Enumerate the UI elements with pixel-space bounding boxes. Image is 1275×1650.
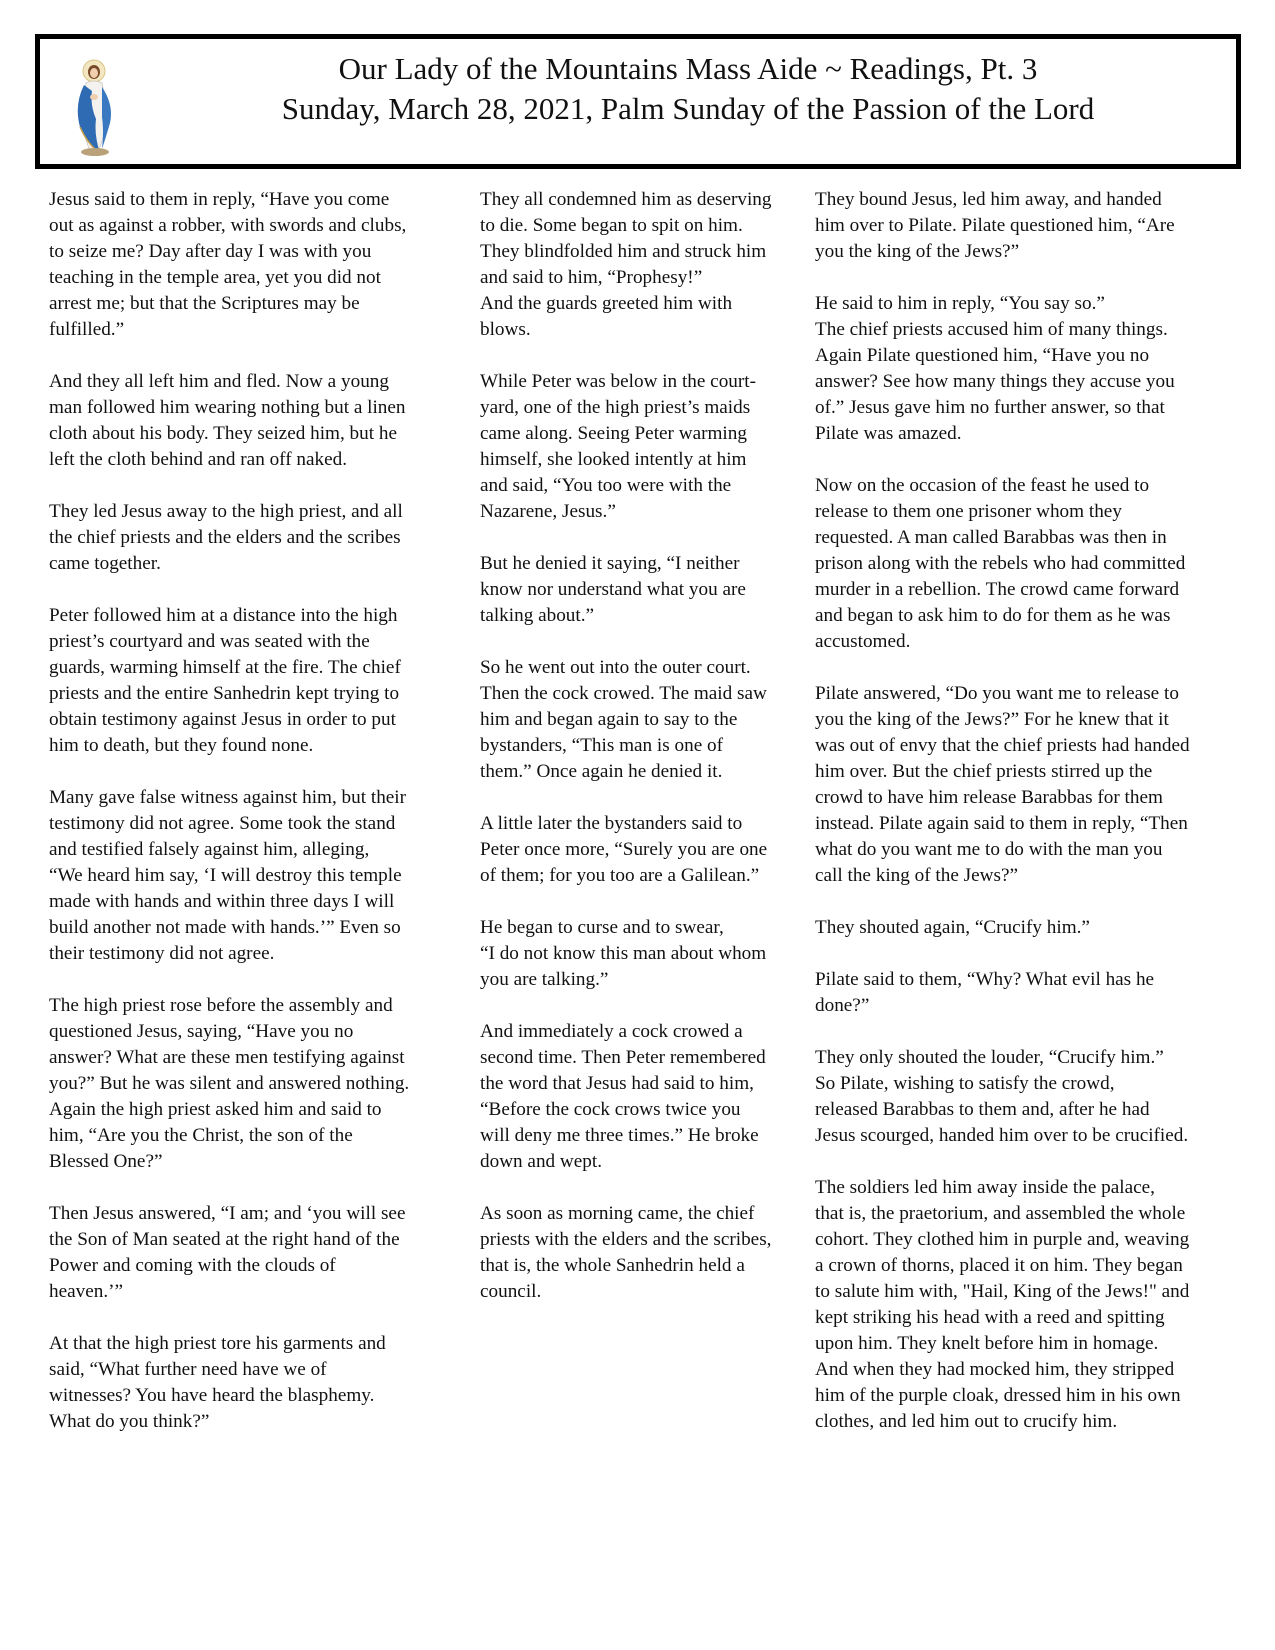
column-2 bbox=[480, 187, 810, 1331]
reading-paragraph: He said to him in reply, “You say so.” The chief priests accused him of many things. Again Pilate questioned him, “Have you no answer? See how many things they accuse you of.” Jesus gave him no further answer, so that Pilate was amazed. bbox=[815, 293, 1175, 444]
reading-paragraph: So he went out into the outer court. Then the cock crowed. The maid saw him and began again to say to the bystanders, “This man is one of them.” Once again he denied it. bbox=[480, 657, 767, 782]
reading-paragraph: They bound Jesus, led him away, and handed him over to Pilate. Pilate questioned him, “Are you the king of the Jews?” bbox=[815, 189, 1175, 262]
reading-paragraph: They shouted again, “Crucify him.” bbox=[815, 917, 1090, 938]
header-subtitle: Sunday, March 28, 2021, Palm Sunday of the Passion of the Lord bbox=[281, 91, 1095, 126]
reading-paragraph: Many gave false witness against him, but their testimony did not agree. Some took the stand and testified falsely against him, alleging, “We heard him say, ‘I will destroy this temple made with hands and within three days I will build another not made with hands.’” Even so their testimony did not agree. bbox=[49, 787, 407, 964]
page-header bbox=[35, 34, 1241, 169]
reading-paragraph: The soldiers led him away inside the palace, that is, the praetorium, and assembled the whole cohort. They clothed him in purple and, weaving a crown of thorns, placed it on him. They began to salute him with, "Hail, King of the Jews!" and kept striking his head with a reed and spitting upon him. They knelt before him in homage. And when they had mocked him, they stripped him of the purple cloak, dressed him in his own clothes, and led him out to crucify him. bbox=[815, 1177, 1190, 1432]
reading-paragraph: Jesus said to them in reply, “Have you come out as against a robber, with swords and clubs, to seize me? Day after day I was with you teaching in the temple area, yet you did not arrest me; but that the Scriptures may be fulfilled.” bbox=[49, 189, 407, 340]
header-title: Our Lady of the Mountains Mass Aide ~ Readings, Pt. 3 bbox=[338, 51, 1038, 86]
virgin-mary-figure-icon bbox=[64, 57, 126, 157]
reading-paragraph: A little later the bystanders said to Peter once more, “Surely you are one of them; for you too are a Galilean.” bbox=[480, 813, 768, 886]
reading-paragraph: They all condemned him as deserving to die. Some began to spit on him. They blindfolded him and struck him and said to him, “Prophesy!” And the guards greeted him with blows. bbox=[480, 189, 772, 340]
column-3 bbox=[815, 187, 1235, 1461]
reading-paragraph: Then Jesus answered, “I am; and ‘you will see the Son of Man seated at the right hand of the Power and coming with the clouds of heaven.’” bbox=[49, 1203, 406, 1302]
reading-paragraph: Pilate said to them, “Why? What evil has he done?” bbox=[815, 969, 1155, 1016]
reading-paragraph: They led Jesus away to the high priest, and all the chief priests and the elders and the scribes came together. bbox=[49, 501, 403, 574]
reading-paragraph: But he denied it saying, “I neither know nor understand what you are talking about.” bbox=[480, 553, 746, 626]
reading-paragraph: Peter followed him at a distance into the high priest’s courtyard and was seated with the guards, warming himself at the fire. The chief priests and the entire Sanhedrin kept trying to obtain testimony against Jesus in order to put him to death, but they found none. bbox=[49, 605, 401, 756]
reading-paragraph: At that the high priest tore his garments and said, “What further need have we of witnesses? You have heard the blasphemy. What do you think?” bbox=[49, 1333, 386, 1432]
reading-paragraph: Pilate answered, “Do you want me to release to you the king of the Jews?” For he knew that it was out of envy that the chief priests had handed him over. But the chief priests stirred up the crowd to have him release Barabbas for them instead. Pilate again said to them in reply, “Then what do you want me to do with the man you call the king of the Jews?” bbox=[815, 683, 1190, 886]
reading-paragraph: As soon as morning came, the chief priests with the elders and the scribes, that is, the whole Sanhedrin held a council. bbox=[480, 1203, 772, 1302]
reading-paragraph: And immediately a cock crowed a second time. Then Peter remembered the word that Jesus had said to him, “Before the cock crows twice you will deny me three times.” He broke down and wept. bbox=[480, 1021, 766, 1172]
column-1 bbox=[49, 187, 444, 1461]
reading-paragraph: And they all left him and fled. Now a young man followed him wearing nothing but a linen cloth about his body. They seized him, but he left the cloth behind and ran off naked. bbox=[49, 371, 406, 470]
reading-paragraph: While Peter was below in the court- yard, one of the high priest’s maids came along. Seeing Peter warming himself, she looked intently at him and said, “You too were with the Nazarene, Jesus.” bbox=[480, 371, 756, 522]
reading-paragraph: The high priest rose before the assembly and questioned Jesus, saying, “Have you no answer? What are these men testifying against you?” But he was silent and answered nothing. Again the high priest asked him and said to him, “Are you the Christ, the son of the Blessed One?” bbox=[49, 995, 410, 1172]
reading-paragraph: Now on the occasion of the feast he used to release to them one prisoner whom they requested. A man called Barabbas was then in prison along with the rebels who had committed murder in a rebellion. The crowd came forward and began to ask him to do for them as he was accustomed. bbox=[815, 475, 1186, 652]
reading-paragraph: They only shouted the louder, “Crucify him.” So Pilate, wishing to satisfy the crowd, released Barabbas to them and, after he had Jesus scourged, handed him over to be crucified. bbox=[815, 1047, 1189, 1146]
reading-paragraph: He began to curse and to swear, “I do not know this man about whom you are talking.” bbox=[480, 917, 767, 990]
